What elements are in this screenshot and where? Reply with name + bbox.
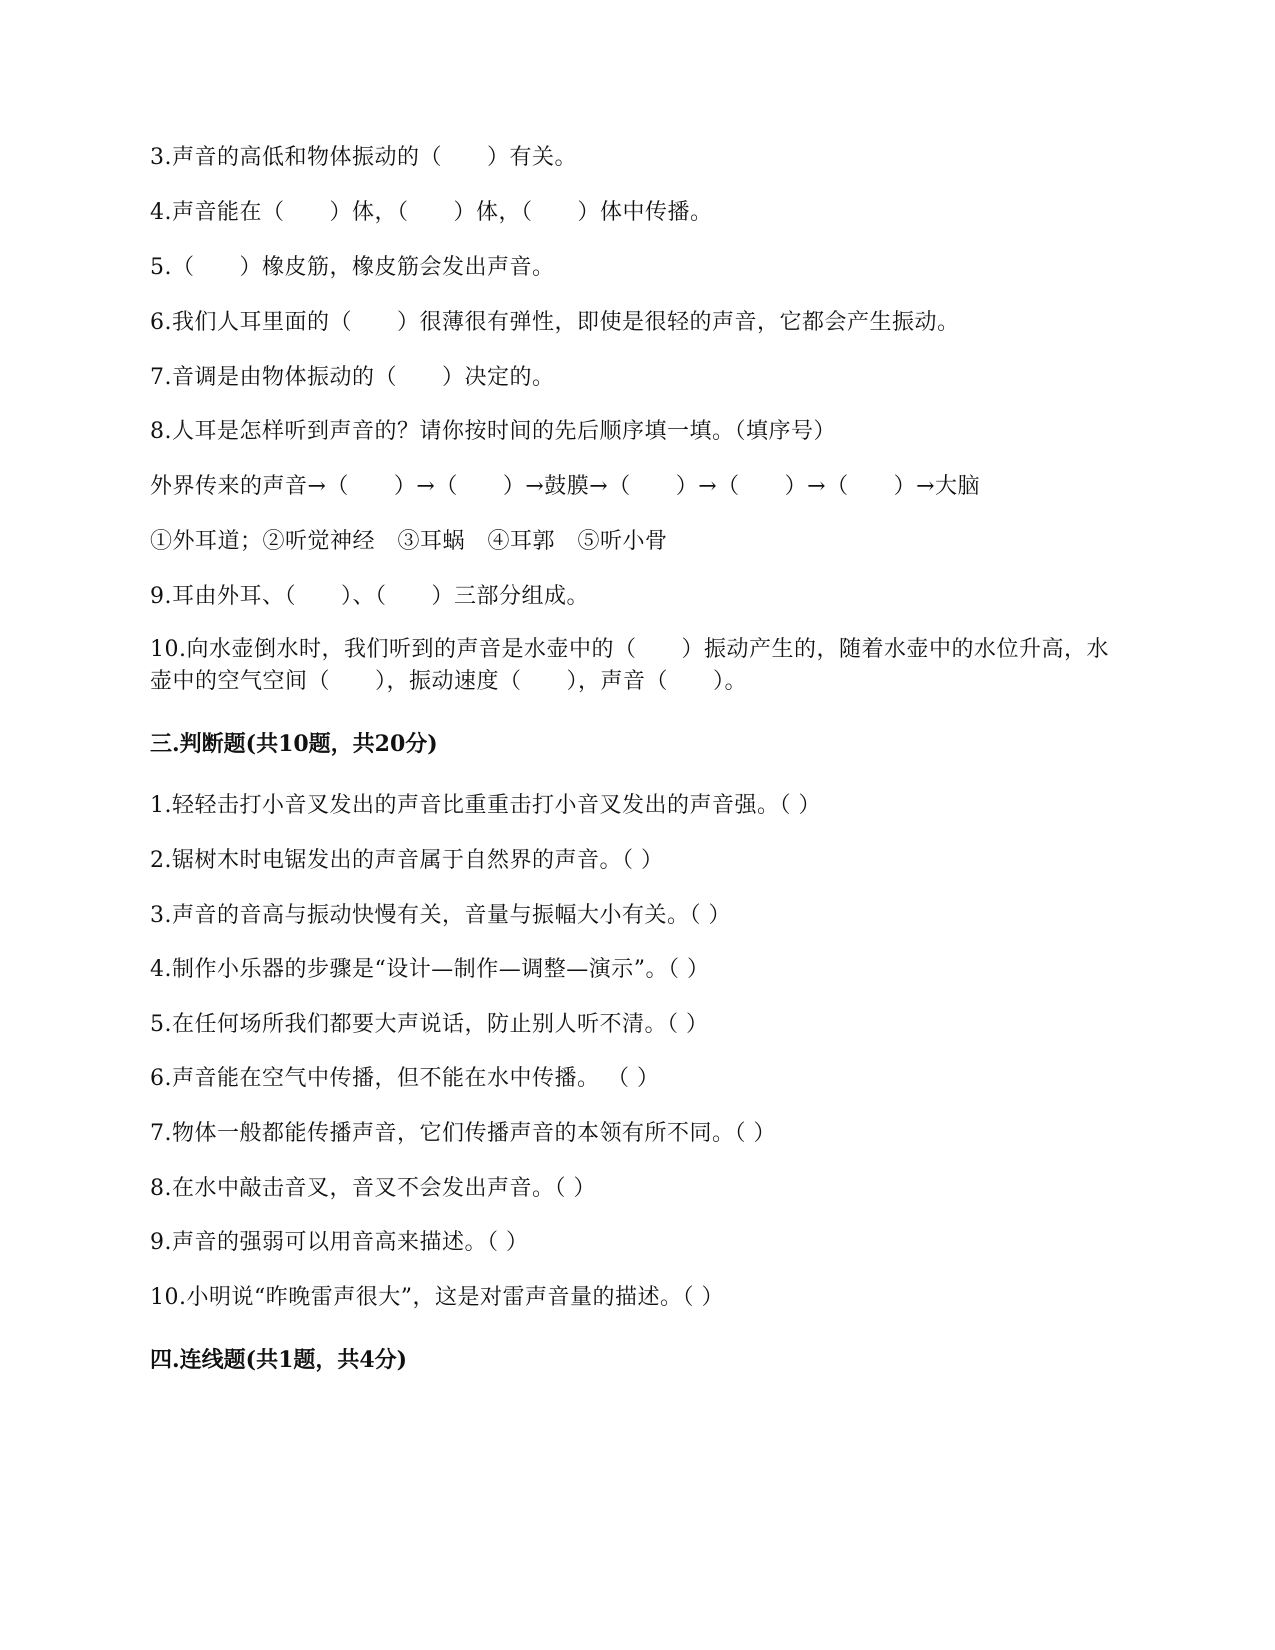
question-fill-4: 4.声音能在（ ）体，（ ）体，（ ）体中传播。 (150, 200, 713, 225)
question-fill-6: 6.我们人耳里面的（ ）很薄很有弹性，即使是很轻的声音，它都会产生振动。 (150, 310, 960, 335)
question-fill-5: 5.（ ）橡皮筋，橡皮筋会发出声音。 (150, 255, 555, 280)
judge-item-8: 8.在水中敲击音叉，音叉不会发出声音。（ ） (150, 1176, 596, 1201)
judge-item-5: 5.在任何场所我们都要大声说话，防止别人听不清。（ ） (150, 1012, 709, 1037)
judge-item-2: 2.锯树木时电锯发出的声音属于自然界的声音。（ ） (150, 848, 664, 873)
judge-item-9: 9.声音的强弱可以用音高来描述。（ ） (150, 1230, 529, 1255)
question-fill-8-sequence: 外界传来的声音→（ ）→（ ）→鼓膜→（ ）→（ ）→（ ）→大脑 (150, 474, 981, 499)
question-fill-7: 7.音调是由物体振动的（ ）决定的。 (150, 365, 555, 390)
question-fill-3: 3.声音的高低和物体振动的（ ）有关。 (150, 145, 577, 170)
question-fill-9: 9.耳由外耳、（ ）、（ ）三部分组成。 (150, 584, 589, 609)
judge-item-7: 7.物体一般都能传播声音，它们传播声音的本领有所不同。（ ） (150, 1121, 776, 1146)
question-fill-10: 10.向水壶倒水时，我们听到的声音是水壶中的（ ）振动产生的，随着水壶中的水位升高，水壶中的空气空间（ ），振动速度（ ），声音（ ）。 (150, 637, 1109, 694)
section-3-heading: 三.判断题(共10题，共20分) (150, 731, 438, 757)
judge-item-3: 3.声音的音高与振动快慢有关，音量与振幅大小有关。（ ） (150, 903, 731, 928)
judge-item-4: 4.制作小乐器的步骤是“设计—制作—调整—演示”。（ ） (150, 957, 710, 982)
section-4-heading: 四.连线题(共1题，共4分) (150, 1347, 408, 1373)
judge-item-10: 10.小明说“昨晚雷声很大”，这是对雷声音量的描述。（ ） (150, 1285, 724, 1310)
judge-item-1: 1.轻轻击打小音叉发出的声音比重重击打小音叉发出的声音强。（ ） (150, 793, 821, 818)
question-fill-8: 8.人耳是怎样听到声音的？请你按时间的先后顺序填一填。（填序号） (150, 419, 836, 444)
judge-item-6: 6.声音能在空气中传播，但不能在水中传播。 （ ） (150, 1066, 660, 1091)
question-fill-8-options: ①外耳道；②听觉神经 ③耳蜗 ④耳郭 ⑤听小骨 (150, 529, 668, 554)
